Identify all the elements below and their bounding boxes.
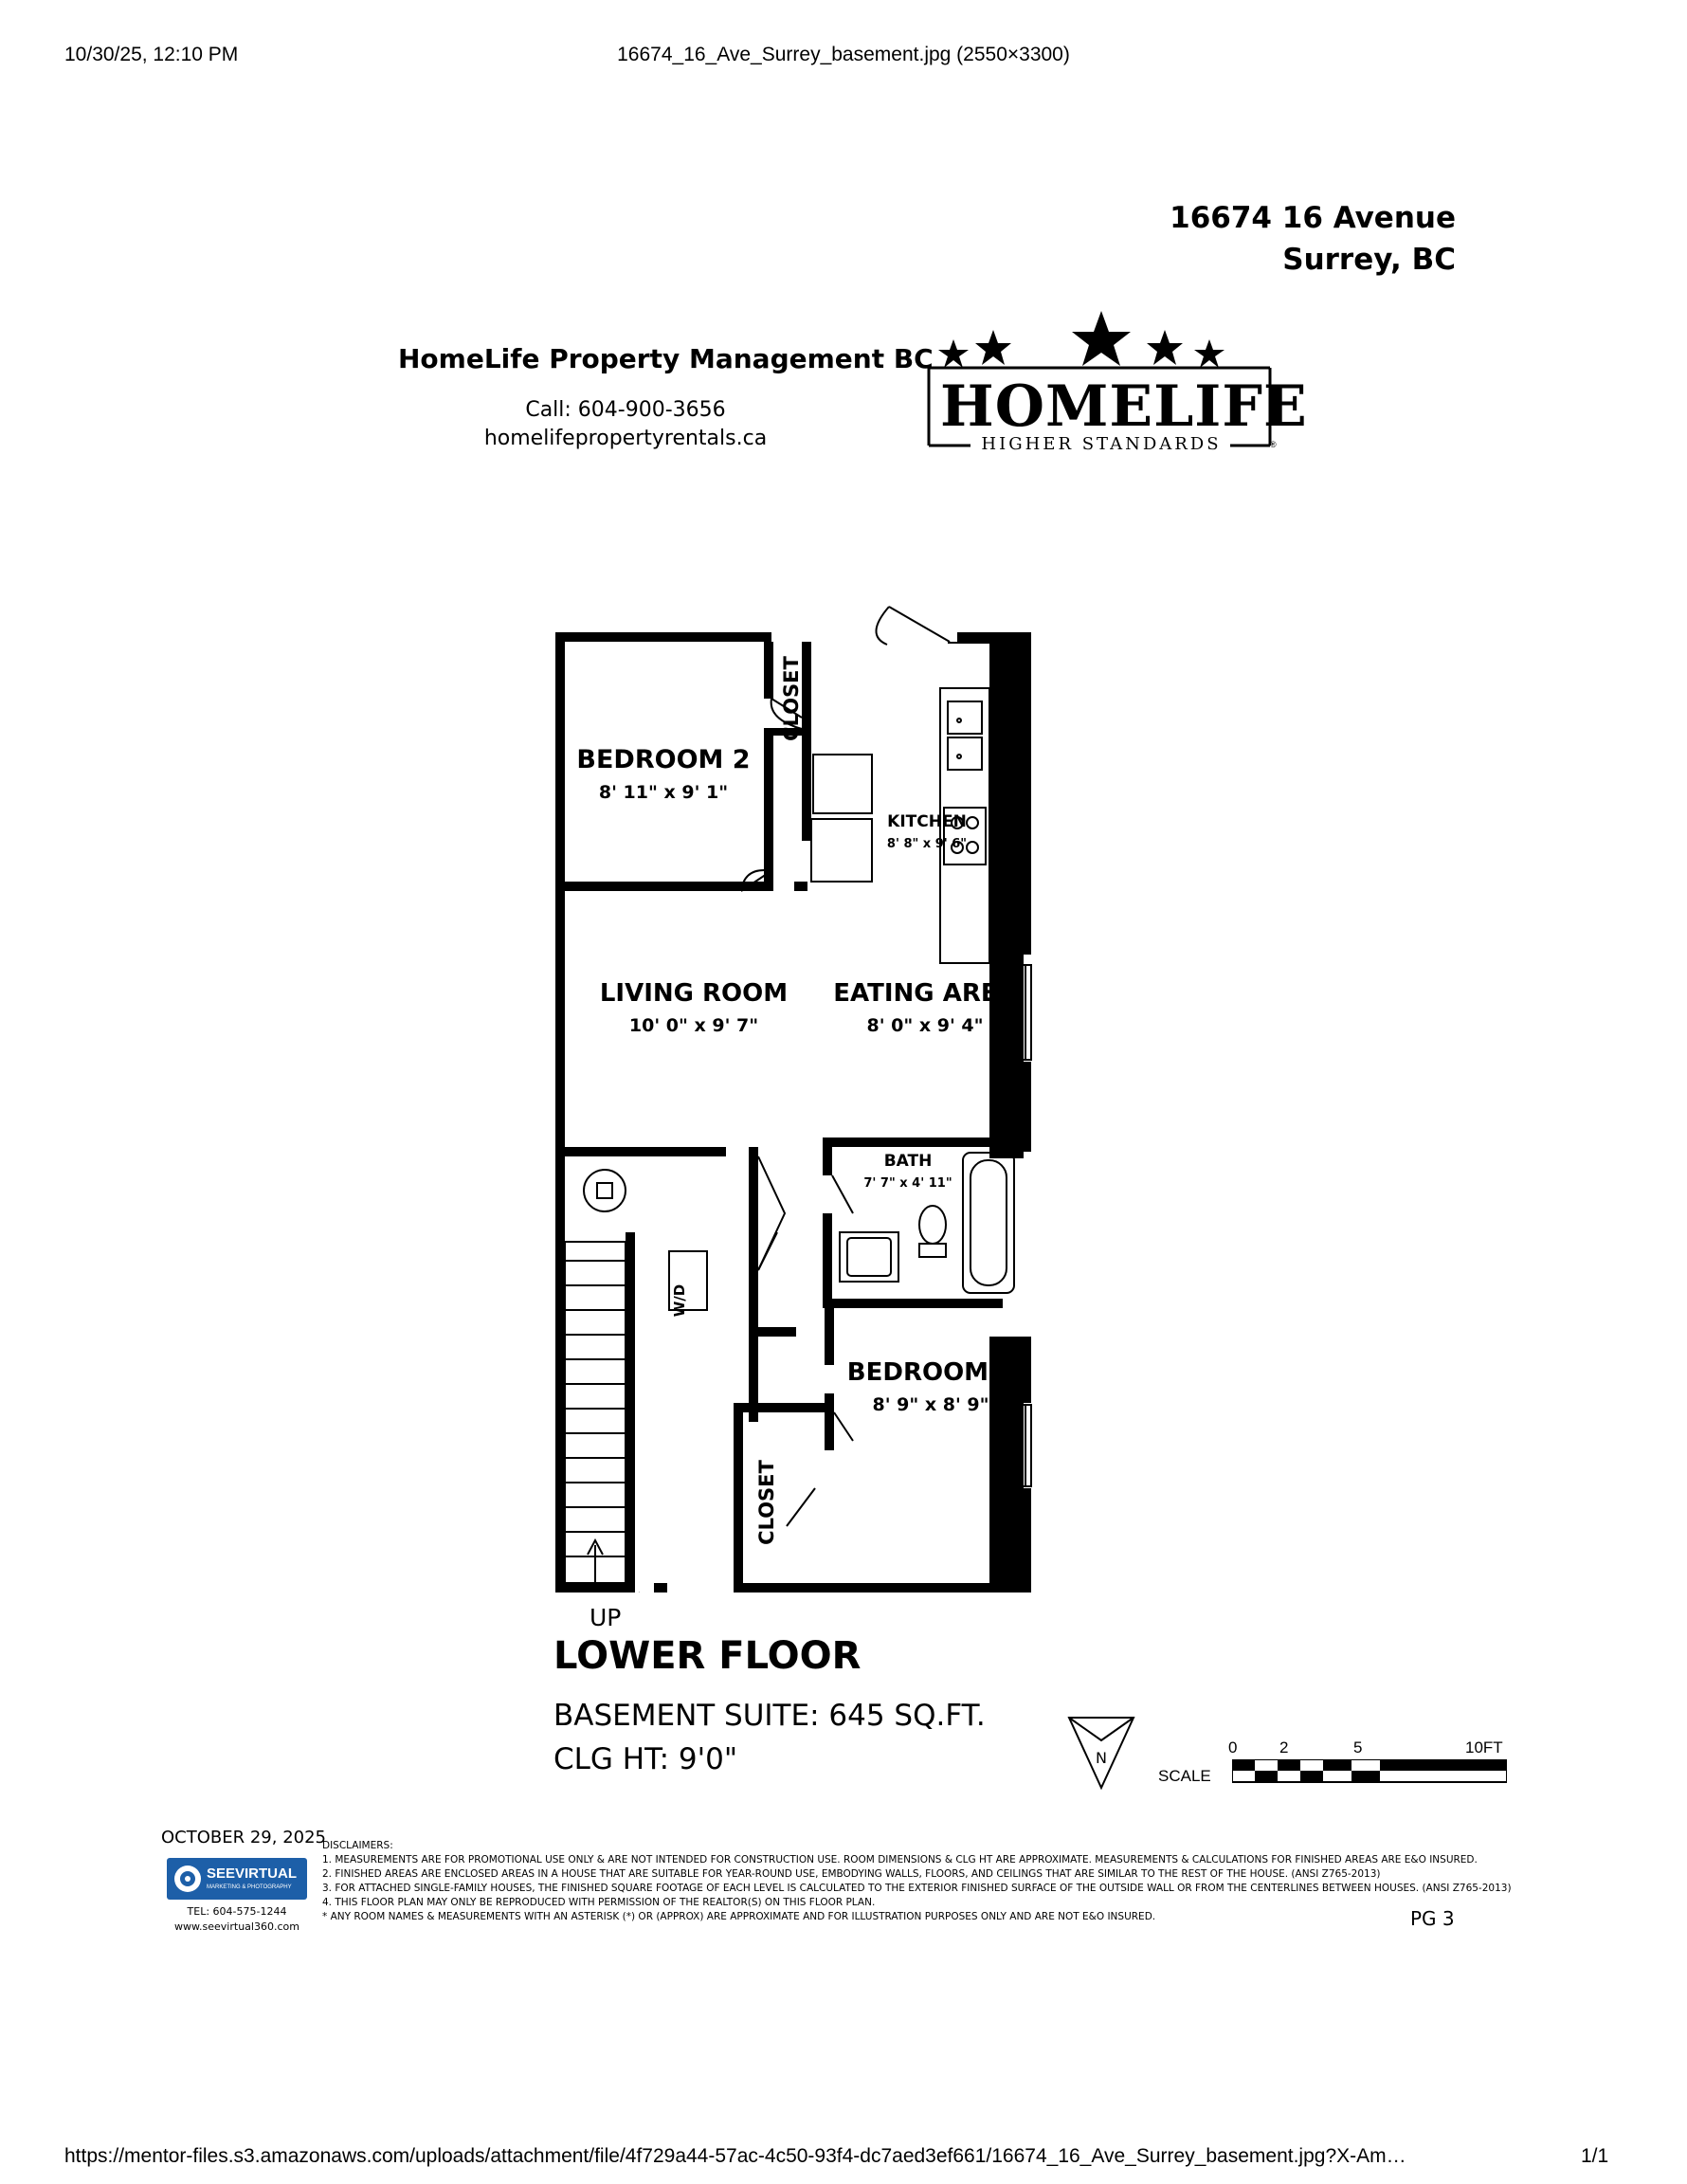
address-line-1: 16674 16 Avenue bbox=[1170, 201, 1456, 235]
bath-label: BATH bbox=[883, 1152, 933, 1171]
print-url: https://mentor-files.s3.amazonaws.com/uploads/attachment/file/4f729a44-57ac-4c50-93f4-dc7aed3ef661/16674_16_Ave_Surrey_basement.jpg?X-Am… bbox=[64, 2145, 1406, 2167]
eating-area-label: EATING AREA bbox=[833, 979, 1017, 1008]
bath-fixtures bbox=[840, 1153, 1014, 1293]
disclaimer-5: * ANY ROOM NAMES & MEASUREMENTS WITH AN ASTERISK (*) OR (APPROX) ARE APPROXIMATE AND FOR ILLUSTRATION PURPOSES ONLY AND ARE NOT E&O INSURED. bbox=[322, 1911, 1156, 1922]
seevirtual-tel: TEL: 604-575-1244 bbox=[187, 1905, 287, 1918]
scale-tick-2: 2 bbox=[1279, 1738, 1289, 1756]
scale-label: SCALE bbox=[1158, 1767, 1211, 1785]
homelife-logo bbox=[925, 311, 1308, 454]
disclaimers bbox=[322, 1839, 1512, 1924]
address-line-2: Surrey, BC bbox=[1282, 243, 1456, 277]
floor-title: LOWER FLOOR bbox=[553, 1634, 862, 1678]
closet-top-label: CLOSET bbox=[780, 656, 803, 741]
disclaimers-heading: DISCLAIMERS: bbox=[322, 1840, 393, 1851]
disclaimer-4: 4. THIS FLOOR PLAN MAY ONLY BE REPRODUCED WITH PERMISSION OF THE REALTOR(S) ON THIS FLOOR PLAN. bbox=[322, 1897, 876, 1908]
scale-bar bbox=[1156, 1738, 1516, 1792]
disclaimer-2: 2. FINISHED AREAS ARE ENCLOSED AREAS IN A HOUSE THAT ARE SUITABLE FOR YEAR-ROUND USE, EMBODYING WALLS, FLOORS, AND CEILINGS THAT ARE SIMILAR TO THE REST OF THE HOUSE. (ANSI Z765-2013) bbox=[322, 1868, 1381, 1880]
laundry-fixtures bbox=[584, 1170, 707, 1310]
disclaimer-3: 3. FOR ATTACHED SINGLE-FAMILY HOUSES, THE FINISHED SQUARE FOOTAGE OF EACH LEVEL IS CALCULATED TO THE EXTERIOR FINISHED SURFACE OF THE OUTSIDE WALL OR FROM THE CENTERLINES BETWEEN HOUSES. (ANSI Z765-2013) bbox=[322, 1883, 1512, 1894]
company-name: HomeLife Property Management BC bbox=[398, 343, 934, 374]
company-website: homelifepropertyrentals.ca bbox=[483, 427, 768, 450]
living-room-dims: 10' 0" x 9' 7" bbox=[628, 1015, 759, 1036]
scale-tick-0: 0 bbox=[1228, 1738, 1238, 1756]
closet-bottom-label: CLOSET bbox=[755, 1460, 778, 1545]
floor-plan-walls bbox=[555, 632, 1031, 1592]
trademark-symbol: ® bbox=[1270, 440, 1277, 449]
compass-n: N bbox=[1096, 1749, 1107, 1767]
bedroom1-dims: 8' 9" x 8' 9" bbox=[872, 1394, 989, 1415]
logo-text: HOMELIFE bbox=[940, 373, 1308, 440]
seevirtual-web: www.seevirtual360.com bbox=[174, 1920, 299, 1933]
living-room-label: LIVING ROOM bbox=[599, 979, 789, 1008]
print-page-count: 1/1 bbox=[1581, 2145, 1609, 2167]
bedroom1-label: BEDROOM 1 bbox=[846, 1358, 1015, 1387]
plan-date: OCTOBER 29, 2025 bbox=[161, 1828, 327, 1847]
kitchen-label: KITCHEN bbox=[887, 812, 967, 831]
stairs-up-label: UP bbox=[590, 1604, 622, 1631]
print-datetime: 10/30/25, 12:10 PM bbox=[64, 44, 239, 65]
eating-area-dims: 8' 0" x 9' 4" bbox=[866, 1015, 984, 1036]
kitchen-dims: 8' 8" x 9' 6" bbox=[886, 837, 968, 851]
floor-plan bbox=[531, 588, 1080, 1592]
bedroom2-label: BEDROOM 2 bbox=[576, 745, 751, 774]
disclaimer-1: 1. MEASUREMENTS ARE FOR PROMOTIONAL USE ONLY & ARE NOT INTENDED FOR CONSTRUCTION USE. ROOM DIMENSIONS & CLG HT ARE APPROXIMATE. MEASUREMENTS & CALCULATIONS FOR FINISHED AREAS ARE E&O INSURED. bbox=[322, 1854, 1478, 1866]
print-file-title: 16674_16_Ave_Surrey_basement.jpg (2550×3300) bbox=[617, 44, 1070, 65]
bedroom2-dims: 8' 11" x 9' 1" bbox=[598, 782, 729, 803]
seevirtual-brand-sub: MARKETING & PHOTOGRAPHY bbox=[207, 1884, 292, 1890]
page-number: PG 3 bbox=[1410, 1907, 1455, 1930]
company-phone: Call: 604-900-3656 bbox=[525, 398, 726, 422]
scale-tick-5: 5 bbox=[1353, 1738, 1363, 1756]
washer-dryer-label: W/D bbox=[671, 1283, 688, 1318]
ceiling-height: CLG HT: 9'0" bbox=[553, 1742, 738, 1776]
seevirtual-eye-icon bbox=[172, 1864, 203, 1894]
logo-tagline: HIGHER STANDARDS bbox=[981, 434, 1222, 454]
north-arrow-icon bbox=[1067, 1716, 1135, 1792]
bath-dims: 7' 7" x 4' 11" bbox=[863, 1176, 952, 1191]
suite-area: BASEMENT SUITE: 645 SQ.FT. bbox=[553, 1699, 986, 1733]
scale-tick-10: 10FT bbox=[1465, 1738, 1503, 1756]
seevirtual-logo bbox=[167, 1858, 307, 1900]
seevirtual-brand: SEEVIRTUAL bbox=[207, 1866, 298, 1882]
scale-checker-graphic bbox=[1232, 1759, 1507, 1784]
